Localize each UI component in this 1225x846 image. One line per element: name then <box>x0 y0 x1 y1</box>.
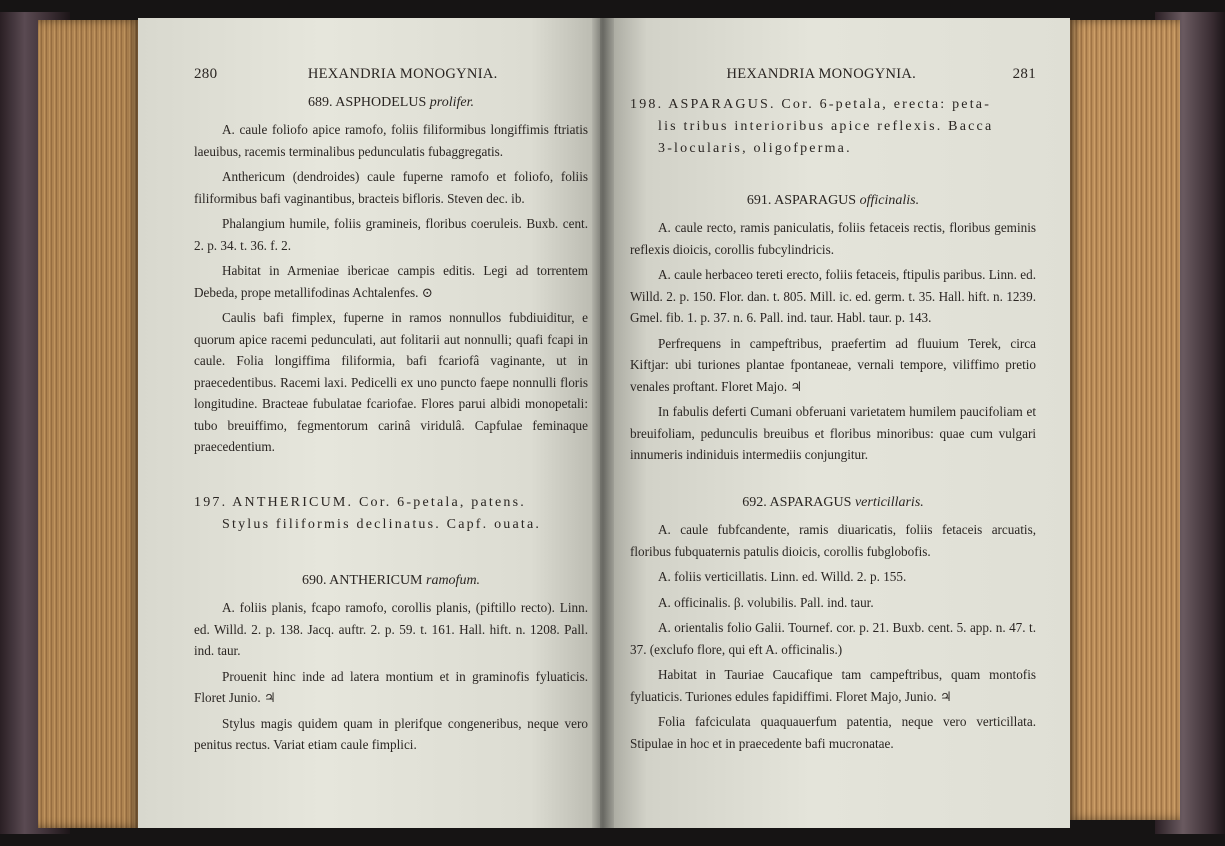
page-number-right: 281 <box>1012 66 1036 82</box>
paragraph: Phalangium humile, foliis gramineis, floribus coeruleis. Buxb. cent. 2. p. 34. t. 36. f. 2. <box>194 216 588 253</box>
paragraph: A. caule fubfcandente, ramis diuaricatis, foliis fetaceis arcuatis, floribus fubquaternis patulis dioicis, corollis fubglobofis. <box>630 522 1036 559</box>
page-edges-right <box>1068 20 1180 820</box>
book-gutter <box>592 18 614 828</box>
paragraph: Stylus magis quidem quam in plerifque congeneribus, neque vero penitus rectus. Variat etiam caule fimplici. <box>194 715 588 752</box>
paragraph: A. foliis planis, fcapo ramofo, corollis planis, (piftillo recto). Linn. ed. Willd. 2. p. 138. Jacq. auftr. 2. p. 59. t. 161. Hall. hift. n. 1208. Pall. ind. taur. <box>194 600 588 658</box>
paragraph: A. caule recto, ramis paniculatis, foliis fetaceis rectis, floribus geminis reflexis dioicis, corollis fubcylindricis. <box>630 220 1036 257</box>
left-page-header <box>194 64 588 86</box>
paragraph: A. officinalis. β. volubilis. Pall. ind. taur. <box>658 594 874 610</box>
running-head-right: HEXANDRIA MONOGYNIA. <box>726 66 917 82</box>
paragraph: A. caule herbaceo tereti erecto, foliis fetaceis, ftipulis paribus. Linn. ed. Willd. 2. p. 150. Flor. dan. t. 805. Mill. ic. ed. germ. t. 35. Hall. hift. n. 1239. Gmel. fib. 1. p. 37. n. 6. Pall. ind. taur. Habl. taur. p. 143. <box>630 267 1036 325</box>
species-title-692: 692. ASPARAGUS verticillaris. <box>742 494 924 510</box>
paragraph: In fabulis deferti Cumani obferuani varietatem humilem paucifoliam et breuifoliam, pedunculis breuibus et floribus minoribus: quae cum vulgari innumeris indiniduis intermediis conjungitur. <box>630 404 1036 462</box>
paragraph: A. orientalis folio Galii. Tournef. cor. p. 21. Buxb. cent. 5. app. n. 47. t. 37. (exclufo flore, qui eft A. officinalis.) <box>630 620 1036 657</box>
species-title-691: 691. ASPARAGUS officinalis. <box>746 192 920 208</box>
species-title-690: 690. ANTHERICUM ramofum. <box>301 572 481 588</box>
genus-heading-198: 198. ASPARAGUS. Cor. 6-petala, erecta: peta- lis tribus interioribus apice reflexis. Bacca 3-locularis, oligofperma. <box>630 96 994 156</box>
paragraph: Folia fafciculata quaquauerfum patentia, neque vero verticillata. Stipulae in hoc et in praecedente bafi mucronatae. <box>630 714 1036 751</box>
right-page-header <box>630 64 1036 86</box>
paragraph: A. caule foliofo apice ramofo, foliis filiformibus longiffimis ftriatis laeuibus, racemis terminalibus pedunculatis fubaggregatis. <box>194 122 588 159</box>
genus-heading-197: 197. ANTHERICUM. Cor. 6-petala, patens. Stylus filiformis declinatus. Capf. ouata. <box>194 494 542 532</box>
paragraph: A. foliis verticillatis. Linn. ed. Willd. 2. p. 155. <box>658 569 907 584</box>
left-page <box>138 18 600 828</box>
right-page <box>600 18 1070 828</box>
paragraph: Perfrequens in campeftribus, praefertim ad fluuium Terek, circa Kiftjar: ubi turiones plantae fpontaneae, vernali tempore, viliffimo pretio venales proftant. Floret Majo. ♃ <box>630 335 1036 394</box>
page-number-left: 280 <box>194 66 218 82</box>
paragraph: Habitat in Armeniae ibericae campis editis. Legi ad torrentem Debeda, prope metallifodinas Achtalenfes. ⊙ <box>194 263 588 300</box>
page-edges-left <box>38 20 140 828</box>
paragraph: Caulis bafi fimplex, fuperne in ramos nonnullos fubdiuiditur, e quorum apice racemi pedunculati, aut folitarii aut nonnulli; quafi fcapi in caule. Folia longiffima filiformia, bafi fcariofâ vaginante, ut in praecedentibus. Racemi laxi. Pedicelli ex uno puncto faepe nonnulli floris longitudine. Bracteae fubulatae fcariofae. Flores parui albidi monopetali: tubo breuiffimo, fegmentorum carinâ viridulâ. Capfulae feminaque praecedentium. <box>194 310 588 454</box>
paragraph: Habitat in Tauriae Caucafique tam campeftribus, quam montofis fyluaticis. Turiones edules fapidiffimi. Floret Majo, Junio. ♃ <box>630 667 1036 704</box>
running-head-left: HEXANDRIA MONOGYNIA. <box>307 66 498 82</box>
species-title-689: 689. ASPHODELUS prolifer. <box>308 94 474 110</box>
paragraph: Anthericum (dendroides) caule fuperne ramofo et foliofo, foliis filiformibus bafi vaginantibus, bracteis bifloris. Steven dec. ib. <box>194 169 588 206</box>
paragraph: Prouenit hinc inde ad latera montium et in graminofis fyluaticis. Floret Junio. ♃ <box>194 668 588 705</box>
